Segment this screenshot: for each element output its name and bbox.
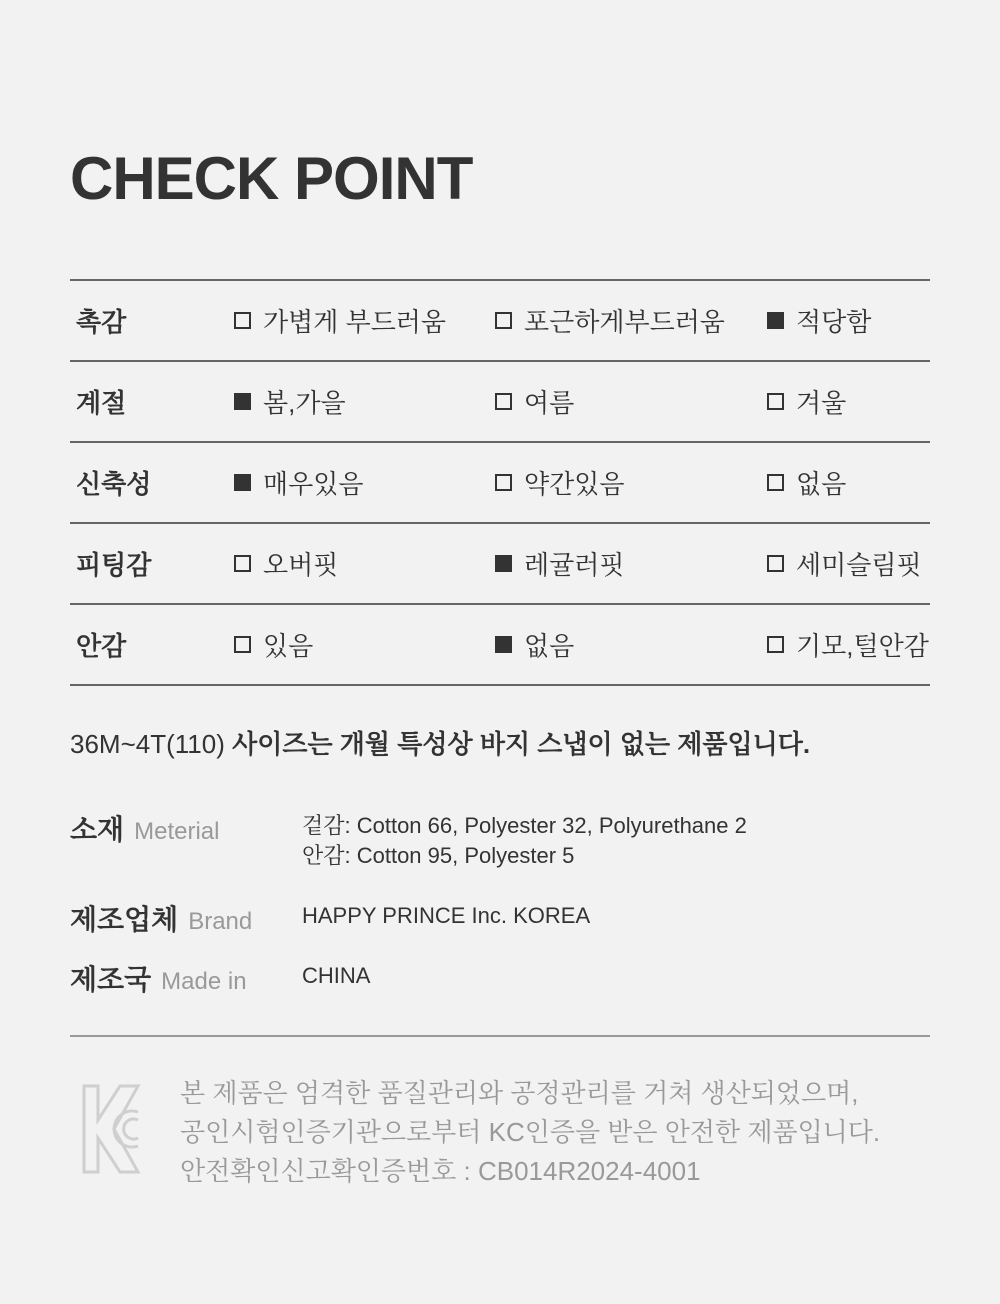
option [234, 302, 446, 339]
option-label: 여름 [524, 388, 575, 418]
option-label: 봄,가을 [263, 388, 346, 418]
row-label: 신축성 [76, 469, 152, 499]
option-label: 없음 [796, 469, 847, 499]
checkbox [495, 393, 512, 410]
brand-label-en: Brand [188, 908, 253, 935]
table-row [70, 362, 930, 443]
table-row [70, 443, 930, 524]
option [495, 302, 725, 339]
check-point-table [70, 279, 930, 686]
option-label: 가볍게 부드러움 [263, 307, 447, 337]
origin-label-en: Made in [161, 968, 247, 995]
checkbox [234, 636, 251, 653]
option [234, 545, 338, 582]
option [767, 302, 871, 339]
option [767, 626, 929, 663]
divider [70, 1035, 930, 1037]
checkbox [495, 636, 512, 653]
checkbox [234, 312, 251, 329]
option [234, 464, 363, 501]
option [495, 383, 574, 420]
brand-label: 제조업체 Brand [70, 904, 253, 935]
row-label: 안감 [76, 631, 127, 661]
option-label: 기모,털안감 [796, 631, 929, 661]
checkbox [495, 555, 512, 572]
material-label-en: Meterial [134, 818, 220, 845]
page-title: CHECK POINT [70, 145, 473, 212]
material-value [302, 811, 747, 871]
checkbox [767, 393, 784, 410]
checkbox [767, 312, 784, 329]
row-label: 계절 [76, 388, 127, 418]
size-notice [70, 724, 810, 761]
option-label: 세미슬림핏 [796, 550, 922, 580]
material-label: 소재 Meterial [70, 814, 220, 845]
row-label: 촉감 [76, 307, 127, 337]
option-label: 없음 [524, 631, 575, 661]
checkbox [234, 393, 251, 410]
checkbox [234, 474, 251, 491]
option [767, 464, 846, 501]
option [495, 545, 624, 582]
option [234, 626, 313, 663]
option-label: 오버핏 [263, 550, 339, 580]
table-row [70, 524, 930, 605]
notice-size: 36M~4T(110) [70, 729, 225, 759]
origin-label: 제조국 Made in [70, 964, 247, 995]
origin-value: CHINA [302, 963, 371, 988]
kc-certification-text [180, 1074, 880, 1191]
option [767, 383, 846, 420]
option [234, 383, 346, 420]
option-label: 있음 [263, 631, 314, 661]
option-label: 겨울 [796, 388, 847, 418]
option-label: 매우있음 [263, 469, 364, 499]
brand-value: HAPPY PRINCE Inc. KOREA [302, 903, 591, 928]
option [495, 626, 574, 663]
checkbox [767, 636, 784, 653]
notice-text: 사이즈는 개월 특성상 바지 스냅이 없는 제품입니다. [232, 729, 811, 759]
table-row [70, 281, 930, 362]
option [767, 545, 922, 582]
checkbox [495, 312, 512, 329]
option-label: 약간있음 [524, 469, 625, 499]
checkbox [767, 555, 784, 572]
checkbox [234, 555, 251, 572]
material-line-outer: 겉감: Cotton 66, Polyester 32, Polyurethane 2 [302, 813, 747, 838]
kc-line: 본 제품은 엄격한 품질관리와 공정관리를 거쳐 생산되었으며, [180, 1078, 859, 1108]
table-row [70, 605, 930, 686]
kc-line: 공인시험인증기관으로부터 KC인증을 받은 안전한 제품입니다. [180, 1117, 881, 1147]
option-label: 포근하게부드러움 [524, 307, 725, 337]
kc-mark-icon [80, 1082, 142, 1176]
option-label: 적당함 [796, 307, 872, 337]
kc-cert-number: 안전확인신고확인증번호 : CB014R2024-4001 [180, 1156, 701, 1186]
row-label: 피팅감 [76, 550, 152, 580]
checkbox [767, 474, 784, 491]
material-line-lining: 안감: Cotton 95, Polyester 5 [302, 843, 575, 868]
checkbox [495, 474, 512, 491]
option [495, 464, 624, 501]
option-label: 레귤러핏 [524, 550, 625, 580]
